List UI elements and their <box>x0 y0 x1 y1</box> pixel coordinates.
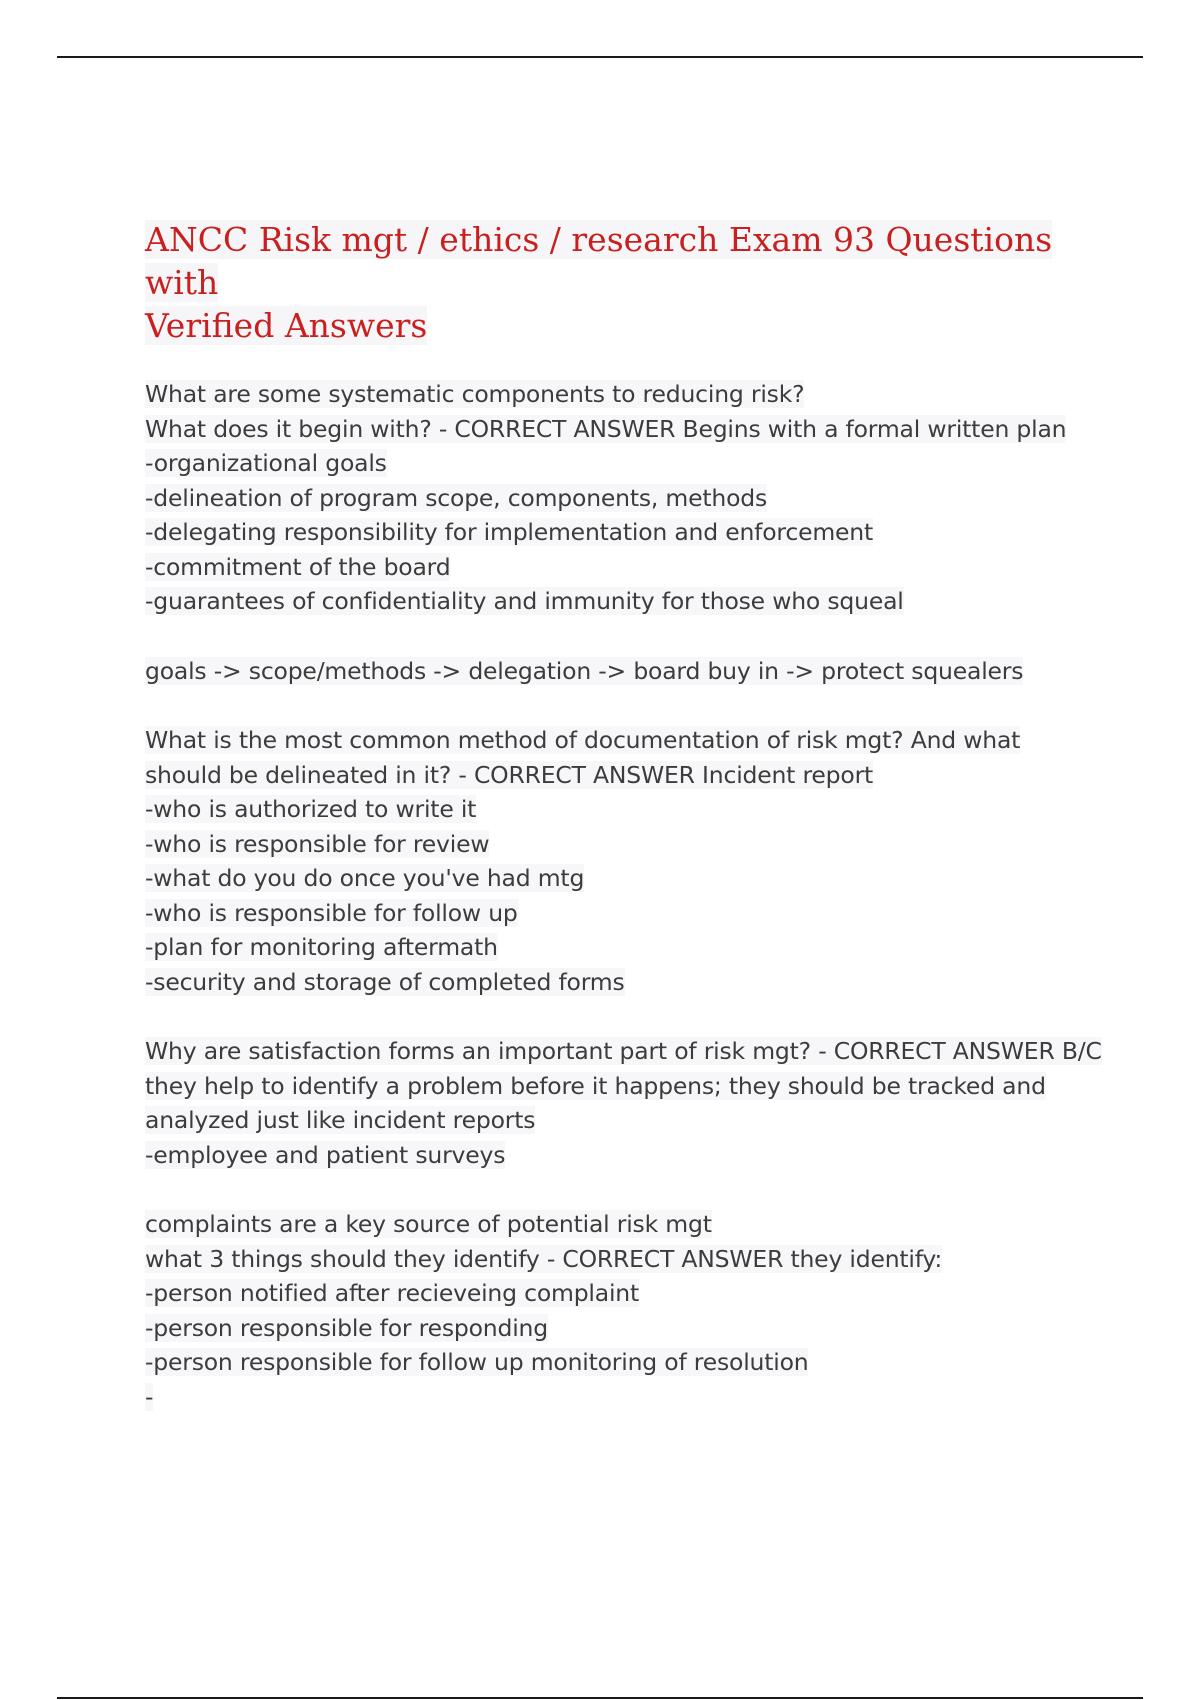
qa-block-5 <box>145 1207 1105 1414</box>
text-line: -person notified after recieveing complaint <box>145 1279 639 1307</box>
text-line: What does it begin with? - CORRECT ANSWER Begins with a formal written plan <box>145 414 1067 443</box>
text-line: goals -> scope/methods -> delegation -> board buy in -> protect squealers <box>145 656 1024 685</box>
document-title <box>145 218 1075 347</box>
document-body <box>145 377 1105 1449</box>
qa-block-1 <box>145 377 1105 619</box>
text-line: Why are satisfaction forms an important part of risk mgt? - CORRECT ANSWER B/C <box>145 1037 1102 1065</box>
qa-block-2 <box>145 654 1105 689</box>
text-line: should be delineated in it? - CORRECT ANSWER Incident report <box>145 760 874 789</box>
text-line: What are some systematic components to reducing risk? <box>145 380 805 408</box>
text-line: analyzed just like incident reports <box>145 1106 536 1134</box>
text-line: -plan for monitoring aftermath <box>145 933 498 961</box>
qa-block-3 <box>145 723 1105 999</box>
top-rule <box>57 56 1143 58</box>
text-line: What is the most common method of documentation of risk mgt? And what <box>145 726 1021 754</box>
text-line: - <box>145 1382 154 1411</box>
title-line-2: Verified Answers <box>145 306 428 345</box>
text-line: -commitment of the board <box>145 552 451 581</box>
text-line: -security and storage of completed forms <box>145 967 625 996</box>
text-line: -who is authorized to write it <box>145 795 477 823</box>
text-line: what 3 things should they identify - CORRECT ANSWER they identify: <box>145 1244 943 1273</box>
text-line: -guarantees of confidentiality and immunity for those who squeal <box>145 587 904 615</box>
text-line: -what do you do once you've had mtg <box>145 864 585 892</box>
text-line: -delegating responsibility for implementation and enforcement <box>145 518 874 546</box>
text-line: -who is responsible for review <box>145 829 490 858</box>
text-line: -who is responsible for follow up <box>145 898 518 927</box>
text-line: -organizational goals <box>145 449 387 477</box>
text-line: they help to identify a problem before it happens; they should be tracked and <box>145 1071 1046 1100</box>
text-line: -person responsible for follow up monitoring of resolution <box>145 1348 809 1376</box>
bottom-rule <box>57 1697 1143 1699</box>
text-line: -delineation of program scope, components, methods <box>145 483 768 512</box>
text-line: -person responsible for responding <box>145 1313 548 1342</box>
qa-block-4 <box>145 1034 1105 1172</box>
text-line: -employee and patient surveys <box>145 1140 506 1169</box>
text-line: complaints are a key source of potential risk mgt <box>145 1210 712 1238</box>
title-line-1: ANCC Risk mgt / ethics / research Exam 93 Questions with <box>145 220 1053 302</box>
